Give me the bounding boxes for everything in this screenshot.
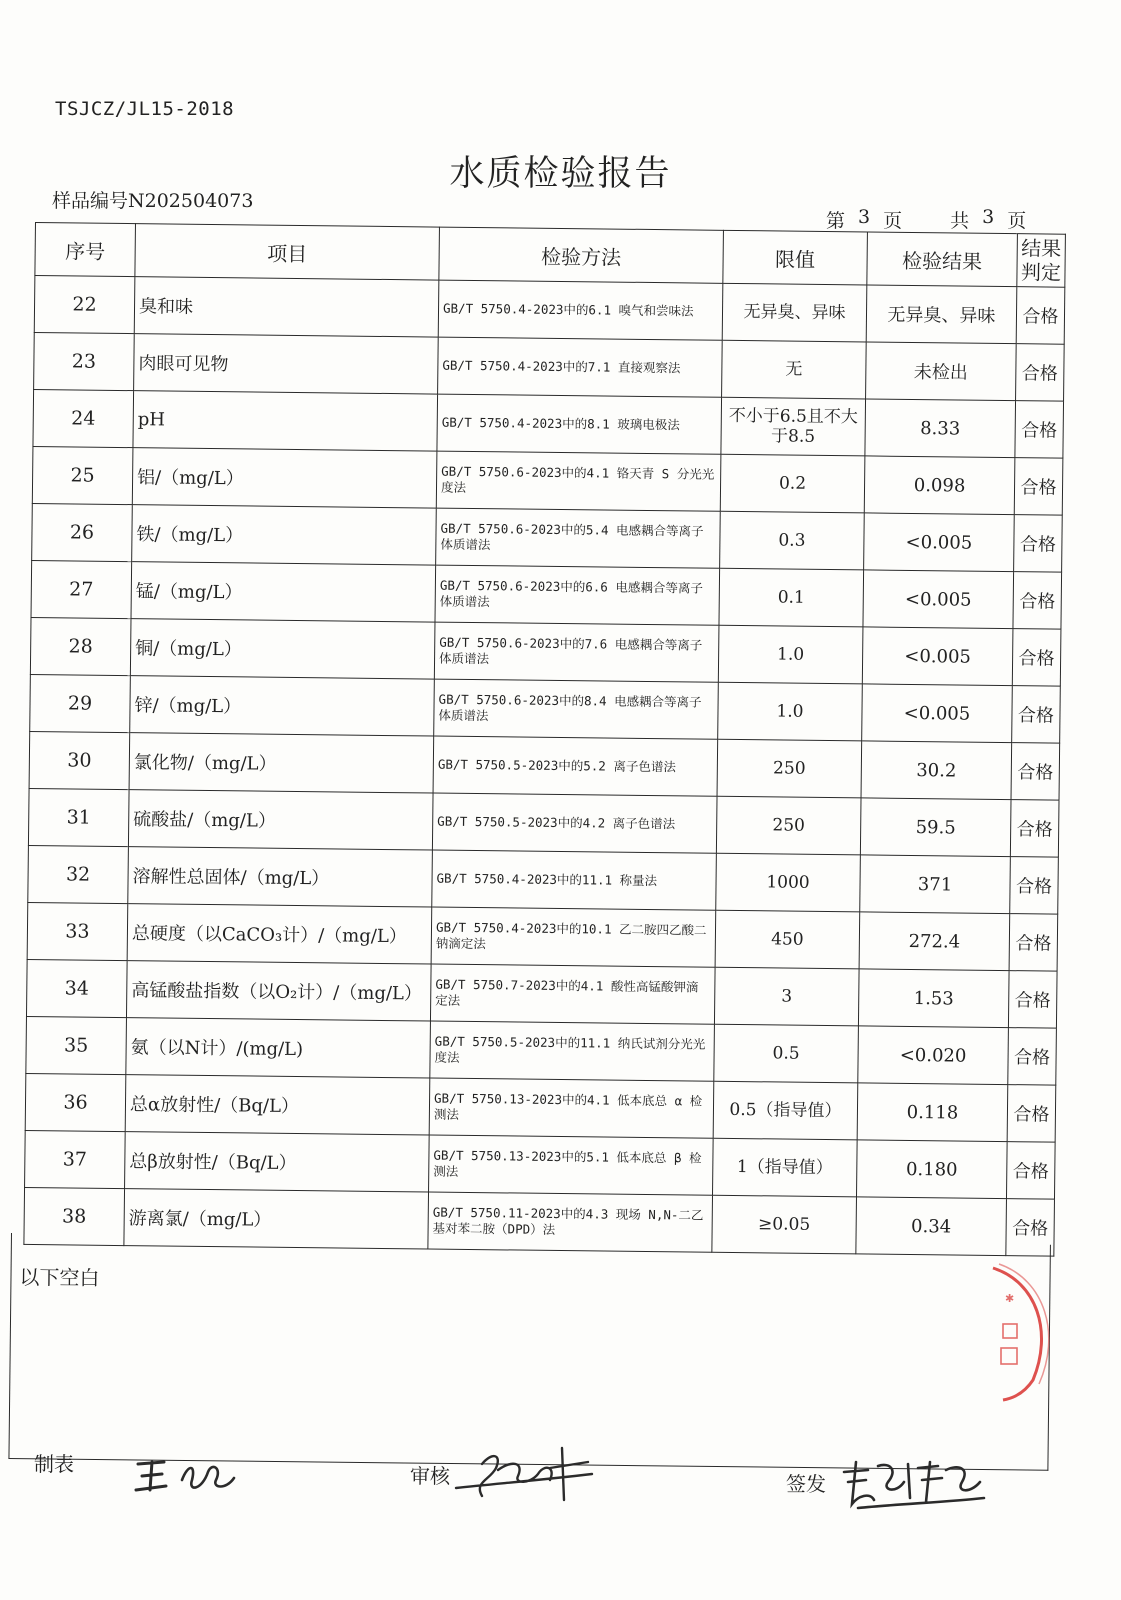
row-limit: 不小于6.5且不大于8.5 [721,397,866,456]
header-verdict-line1: 结果 [1021,236,1062,261]
row-item: 总硬度（以CaCO₃计）/（mg/L） [127,904,432,964]
row-verdict: 合格 [1015,401,1064,459]
row-seq: 33 [27,902,128,960]
row-seq: 24 [33,389,134,447]
row-limit: 0.2 [720,454,865,513]
row-limit: 0.5 [714,1024,859,1083]
row-limit: 1（指导值） [713,1138,858,1197]
header-verdict-line2: 判定 [1020,260,1062,285]
row-limit: 450 [715,910,860,969]
prepared-signature [130,1450,240,1498]
blank-area [8,1233,1050,1471]
reviewed-label: 审核 [410,1464,450,1488]
row-seq: 30 [29,731,130,789]
row-method: GB/T 5750.5-2023中的5.2 离子色谱法 [433,736,718,796]
row-method: GB/T 5750.6-2023中的6.6 电感耦合等离子体质谱法 [435,565,720,625]
row-seq: 23 [34,332,135,390]
row-item: 铜/（mg/L） [130,619,435,679]
row-result: 371 [860,855,1011,914]
row-seq: 29 [30,674,131,732]
row-item: 溶解性总固体/（mg/L） [128,847,433,907]
row-verdict: 合格 [1014,515,1063,573]
row-verdict: 合格 [1008,971,1057,1029]
row-method: GB/T 5750.4-2023中的8.1 玻璃电极法 [437,394,722,454]
reviewed-signature [452,1440,602,1510]
row-item: 铝/（mg/L） [132,448,437,508]
row-item: 锰/（mg/L） [131,562,436,622]
row-verdict: 合格 [1007,1085,1056,1143]
row-seq: 25 [32,446,133,504]
row-result: 1.53 [858,969,1009,1028]
row-result: <0.020 [858,1026,1009,1085]
svg-text:✱: ✱ [1005,1292,1015,1305]
row-seq: 22 [34,276,135,334]
row-seq: 36 [25,1073,126,1131]
issued-signature [838,1452,988,1516]
issued-label: 签发 [786,1472,826,1496]
row-seq: 28 [30,617,131,675]
row-method: GB/T 5750.4-2023中的7.1 直接观察法 [438,337,723,397]
row-method: GB/T 5750.11-2023中的4.3 现场 N,N-二乙基对苯二胺（DPD）法 [428,1192,713,1252]
header-verdict [1017,234,1066,288]
row-verdict: 合格 [1010,800,1059,858]
row-seq: 35 [26,1016,127,1074]
row-result: 272.4 [859,912,1010,971]
row-item: 氨（以N计）/(mg/L) [126,1018,431,1078]
row-method: GB/T 5750.4-2023中的6.1 嗅气和尝味法 [438,280,723,340]
row-limit: 3 [714,967,859,1026]
row-result: 无异臭、异味 [866,285,1017,344]
row-method: GB/T 5750.6-2023中的7.6 电感耦合等离子体质谱法 [434,622,719,682]
total-prefix: 共 [950,210,970,232]
row-seq: 27 [31,560,132,618]
row-verdict: 合格 [1013,572,1062,630]
row-result: 0.180 [856,1140,1007,1199]
row-verdict: 合格 [1011,743,1060,801]
row-verdict: 合格 [1016,344,1065,402]
row-result: 0.118 [857,1083,1008,1142]
row-method: GB/T 5750.4-2023中的11.1 称量法 [432,850,717,910]
row-limit: 无 [722,340,867,399]
row-limit: 1000 [716,853,861,912]
row-verdict: 合格 [1014,458,1063,516]
row-item: pH [133,391,438,451]
row-verdict: 合格 [1012,686,1061,744]
page-current: 3 [858,206,871,228]
row-limit: 0.5（指导值） [713,1081,858,1140]
row-verdict: 合格 [1009,914,1058,972]
row-seq: 34 [26,959,127,1017]
row-result: 59.5 [860,798,1011,857]
row-limit: 无异臭、异味 [722,283,867,342]
header-seq: 序号 [35,223,136,277]
row-result: 0.34 [856,1197,1007,1256]
page-prefix: 第 [826,210,846,232]
total-unit: 页 [1007,210,1027,232]
row-item: 硫酸盐/（mg/L） [128,790,433,850]
row-seq: 38 [24,1187,125,1245]
row-method: GB/T 5750.13-2023中的5.1 低本底总 β 检测法 [429,1135,714,1195]
row-item: 总α放射性/（Bq/L） [125,1075,430,1135]
row-limit: 1.0 [718,625,863,684]
row-method: GB/T 5750.5-2023中的11.1 纳氏试剂分光光度法 [430,1021,715,1081]
row-item: 肉眼可见物 [134,334,439,394]
row-method: GB/T 5750.6-2023中的4.1 铬天青 S 分光光度法 [436,451,721,511]
row-result: <0.005 [862,684,1013,743]
header-item: 项目 [135,224,440,280]
row-verdict: 合格 [1006,1142,1055,1200]
row-result: 30.2 [861,741,1012,800]
row-seq: 26 [32,503,133,561]
page-indicator [826,206,1026,233]
row-result: <0.005 [862,627,1013,686]
row-result: <0.005 [864,513,1015,572]
row-item: 铁/（mg/L） [132,505,437,565]
row-result: 未检出 [866,342,1017,401]
header-limit: 限值 [723,230,868,285]
row-seq: 31 [28,788,129,846]
page-total: 3 [982,206,995,228]
row-seq: 37 [25,1130,126,1188]
sample-number: 样品编号N202504073 [52,190,254,212]
row-item: 高锰酸盐指数（以O₂计）/（mg/L） [126,961,431,1021]
row-method: GB/T 5750.5-2023中的4.2 离子色谱法 [432,793,717,853]
row-result: <0.005 [863,570,1014,629]
row-item: 总β放射性/（Bq/L） [125,1132,430,1192]
row-verdict: 合格 [1016,287,1065,345]
row-item: 游离氯/（mg/L） [124,1189,429,1249]
page-unit: 页 [883,210,903,232]
row-verdict: 合格 [1006,1199,1055,1257]
row-method: GB/T 5750.6-2023中的5.4 电感耦合等离子体质谱法 [436,508,721,568]
document-code: TSJCZ/JL15-2018 [55,98,235,120]
header-result: 检验结果 [867,232,1018,287]
prepared-label: 制表 [34,1452,74,1476]
report-title: 水质检验报告 [449,154,672,194]
row-result: 8.33 [865,399,1016,458]
row-verdict: 合格 [1008,1028,1057,1086]
row-item: 锌/（mg/L） [130,676,435,736]
row-result: 0.098 [864,456,1015,515]
results-table [23,222,1066,1257]
row-method: GB/T 5750.6-2023中的8.4 电感耦合等离子体质谱法 [434,679,719,739]
row-method: GB/T 5750.7-2023中的4.1 酸性高锰酸钾滴定法 [430,964,715,1024]
row-verdict: 合格 [1012,629,1061,687]
header-method: 检验方法 [439,227,724,283]
row-item: 臭和味 [134,277,439,337]
row-verdict: 合格 [1010,857,1059,915]
row-limit: 250 [716,796,861,855]
row-limit: 0.1 [719,568,864,627]
row-limit: 1.0 [718,682,863,741]
row-method: GB/T 5750.13-2023中的4.1 低本底总 α 检测法 [429,1078,714,1138]
row-limit: 0.3 [720,511,865,570]
row-limit: ≥0.05 [712,1195,857,1254]
row-seq: 32 [28,845,129,903]
blank-note: 以下空白 [19,1265,100,1291]
row-method: GB/T 5750.4-2023中的10.1 乙二胺四乙酸二钠滴定法 [431,907,716,967]
official-seal [975,1262,1055,1402]
row-limit: 250 [717,739,862,798]
row-item: 氯化物/（mg/L） [129,733,434,793]
